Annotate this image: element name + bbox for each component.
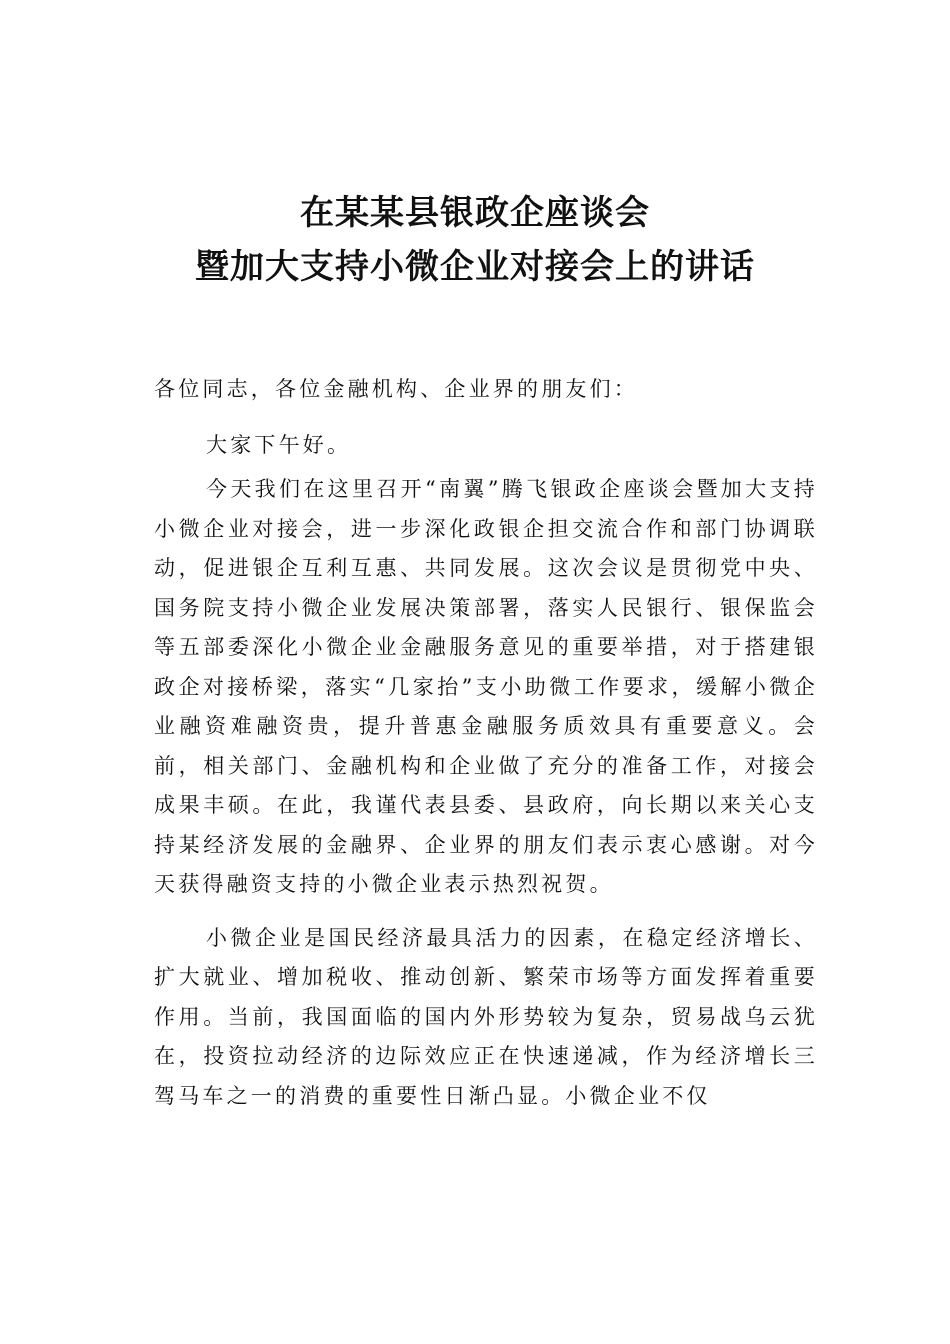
title-line-2: 暨加大支持小微企业对接会上的讲话 xyxy=(195,247,755,287)
paragraph-greeting: 大家下午好。 xyxy=(206,432,352,457)
document-body xyxy=(154,370,818,1121)
title-line-1: 在某某县银政企座谈会 xyxy=(300,193,650,233)
salutation: 各位同志，各位金融机构、企业界的朋友们： xyxy=(154,377,638,401)
paragraph-small-business-role: 小微企业是国民经济最具活力的因素，在稳定经济增长、扩大就业、增加税收、推动创新、繁荣市场等方面发挥着重要作用。当前，我国面临的国内外形势较为复杂，贸易战乌云犹在，投资拉动经济的边际效应正在快速递减，作为经济增长三驾马车之一的消费的重要性日渐凸显。小微企业不仅 xyxy=(154,925,818,1108)
paragraph-meeting-purpose: 今天我们在这里召开“南翼”腾飞银政企座谈会暨加大支持小微企业对接会，进一步深化政银企担交流合作和部门协调联动，促进银企互利互惠、共同发展。这次会议是贯彻党中央、国务院支持小微企业发展决策部署，落实人民银行、银保监会等五部委深化小微企业金融服务意见的重要举措，对于搭建银政企对接桥梁，落实“几家抬”支小助微工作要求，缓解小微企业融资难融资贵，提升普惠金融服务质效具有重要意义。会前，相关部门、金融机构和企业做了充分的准备工作，对接会成果丰硕。在此，我谨代表县委、县政府，向长期以来关心支持某经济发展的金融界、企业界的朋友们表示衷心感谢。对今天获得融资支持的小微企业表示热烈祝贺。 xyxy=(154,477,818,896)
document-title xyxy=(0,186,950,294)
